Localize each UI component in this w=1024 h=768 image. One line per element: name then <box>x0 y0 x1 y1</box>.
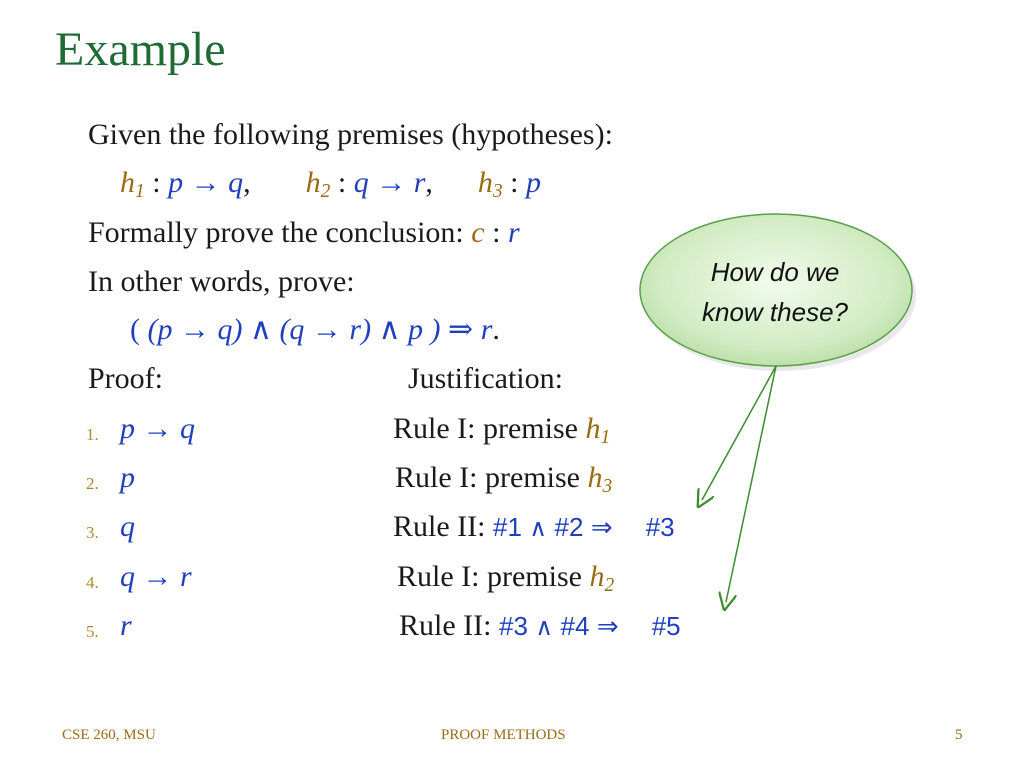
step-justification: Rule I: premise $h_2$ <box>397 560 615 596</box>
callout-arrow-1 <box>702 366 776 500</box>
given-line: Given the following premises (hypotheses): <box>88 118 613 151</box>
step-justification: Rule I: premise $h_3$ <box>395 461 613 497</box>
step-formula: p → q <box>120 412 195 445</box>
conclusion-formula: r <box>507 216 520 249</box>
step-number: 3. <box>86 523 99 542</box>
step-formula: p <box>120 461 135 494</box>
step-justification: Rule II: #1 ∧ #2 ⇒ #3 <box>393 510 675 543</box>
step-number: 2. <box>86 474 99 493</box>
footer-course: CSE 260, MSU <box>62 727 156 743</box>
conclusion-line: Formally prove the conclusion: c : r <box>88 216 520 249</box>
step-number: 4. <box>86 573 99 592</box>
premise-h3: $h_3$ : p <box>477 166 541 202</box>
prove-formula: (p → q) ∧ (q → r) ∧ p ) <box>147 313 441 346</box>
slide-title: Example <box>55 23 226 76</box>
step-number: 5. <box>86 622 99 641</box>
step-justification: Rule II: #3 ∧ #4 ⇒ #5 <box>399 609 681 642</box>
step-formula: q <box>120 510 135 543</box>
callout-text: How do we know these? <box>702 257 848 327</box>
prove-formula-line: ( (p → q) ∧ (q → r) ∧ p ) ⇒ r. <box>130 313 500 346</box>
step-number: 1. <box>86 425 99 444</box>
step-formula: q → r <box>120 560 192 593</box>
page-number: 5 <box>955 727 963 743</box>
step-formula: r <box>120 609 132 642</box>
proof-label: Proof: <box>88 362 163 395</box>
justification-label: Justification: <box>408 362 563 395</box>
premise-h2: $h_2$ : q → r, <box>305 166 433 202</box>
footer-topic: PROOF METHODS <box>441 727 566 743</box>
premise-h1: $h_1$ : p → q, <box>120 166 251 202</box>
callout-arrow-2 <box>726 366 776 602</box>
conclusion-label: c <box>471 216 485 249</box>
other-words-line: In other words, prove: <box>88 265 355 298</box>
step-justification: Rule I: premise $h_1$ <box>393 412 611 448</box>
